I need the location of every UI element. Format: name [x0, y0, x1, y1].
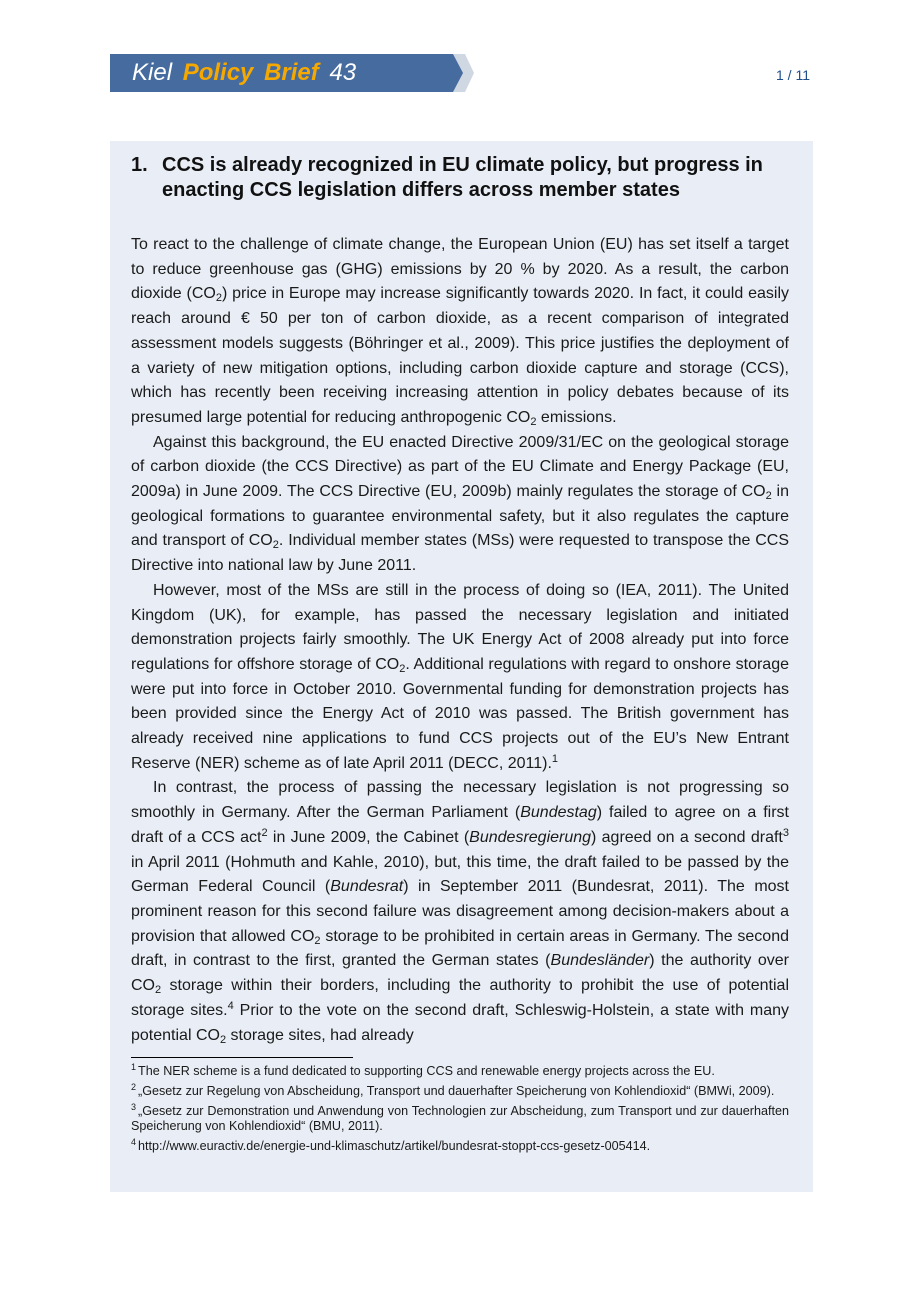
- footnote-ref-2[interactable]: 2: [261, 826, 268, 839]
- brand-title: [132, 58, 360, 88]
- subscript-2: 2: [215, 292, 222, 305]
- p4-part-l: storage sites, had already: [226, 1026, 414, 1044]
- paragraph-3: [131, 579, 789, 777]
- subscript-2: 2: [765, 490, 772, 503]
- footnote-text: „Gesetz zur Regelung von Abscheidung, Transport und dauerhafter Speicherung von Kohlendioxid“ (BMWi, 2009).: [138, 1084, 775, 1099]
- footnote-1: [131, 1064, 789, 1079]
- footnote-ref-3[interactable]: 3: [782, 826, 789, 839]
- section-number: 1.: [131, 154, 148, 176]
- p4-part-e: in April 2011 (Hohmuth and Kahle, 2010), but, this time, the draft failed to be passed by the German Federal Council (: [131, 853, 789, 896]
- paragraph-2: [131, 431, 789, 579]
- footnote-mark: 4: [131, 1137, 137, 1148]
- term-bundesrat: Bundesrat: [330, 878, 404, 896]
- p1-part-b: ) price in Europe may increase significantly towards 2020. In fact, it could easily reach around € 50 per ton of carbon dioxide, as a recent comparison of integrated assessment models suggests (Böhringer et al., 2009). This price justifies the deployment of a variety of new mitigation options, including carbon dioxide capture and storage (CCS), which has recently been receiving increasing attention in policy debates because of its presumed large potential for reducing anthropogenic CO: [131, 285, 789, 426]
- footnote-4: [131, 1139, 789, 1154]
- p4-part-g: storage to be prohibited in certain areas in Germany. The second draft, in contrast to the first, granted the German states (: [131, 927, 790, 970]
- p4-part-h: ) the authority over CO: [131, 952, 789, 995]
- footnote-3: [131, 1104, 789, 1134]
- p4-part-d: ) agreed on a second draft: [591, 828, 783, 846]
- term-bundesregierung: Bundesregierung: [469, 828, 592, 846]
- p2-part-a: Against this background, the EU enacted Directive 2009/31/EC on the geological storage of carbon dioxide (the CCS Directive) as part of the EU Climate and Energy Package (EU, 2009a) in June 2009. The CCS Directive (EU, 2009b) mainly regulates the storage of CO: [131, 433, 789, 501]
- footnote-ref-1[interactable]: 1: [551, 752, 559, 765]
- footnote-2: [131, 1084, 789, 1099]
- footnote-mark: 3: [131, 1102, 137, 1113]
- p2-part-b: in geological formations to guarantee environmental safety, but it also regulates the capture and transport of CO: [131, 483, 789, 550]
- footnote-text: The NER scheme is a fund dedicated to supporting CCS and renewable energy projects across the EU.: [138, 1064, 715, 1079]
- paragraph-4: [131, 776, 789, 1048]
- footnote-link[interactable]: http://www.euractiv.de/energie-und-klimaschutz/artikel/bundesrat-stoppt-ccs-gesetz-005414.: [138, 1139, 651, 1154]
- subscript-2: 2: [219, 1033, 227, 1046]
- section-title: CCS is already recognized in EU climate policy, but progress in enacting CCS legislation differs across member states: [162, 154, 763, 201]
- footnote-ref-4[interactable]: 4: [227, 999, 234, 1012]
- p4-part-c: in June 2009, the Cabinet (: [267, 828, 470, 846]
- p2-part-c: . Individual member states (MSs) were requested to transpose the CCS Directive into national law by June 2011.: [131, 532, 790, 575]
- p4-part-b: ) failed to agree on a first draft of a CCS act: [131, 804, 789, 846]
- footnote-mark: 2: [131, 1082, 137, 1093]
- footnote-mark: 1: [131, 1062, 137, 1073]
- brand-policy: Policy: [182, 59, 254, 86]
- subscript-2: 2: [155, 984, 162, 997]
- paragraph-1: [131, 233, 789, 431]
- footnotes: [131, 1064, 789, 1154]
- header-banner: [110, 54, 474, 92]
- subscript-2: 2: [530, 415, 537, 428]
- brand-number: 43: [329, 59, 357, 86]
- footnote-text: „Gesetz zur Demonstration und Anwendung von Technologien zur Abscheidung, zum Transport und zur dauerhaften Speicherung von Kohlendioxid“ (BMU, 2011).: [131, 1104, 789, 1134]
- body-text: [131, 233, 789, 1048]
- brand-brief: Brief: [264, 59, 319, 86]
- term-bundestag: Bundestag: [520, 804, 597, 822]
- p4-part-a: In contrast, the process of passing the necessary legislation is not progressing so smoothly in Germany. After the German Parliament (: [131, 779, 789, 822]
- p4-part-k: Prior to the vote on the second draft, Schleswig-Holstein, a state with many potential CO: [131, 1001, 790, 1044]
- p3-part-a: However, most of the MSs are still in the process of doing so (IEA, 2011). The United Kingdom (UK), for example, has passed the necessary legislation and initiated demonstration projects fairly smoothly. The UK Energy Act of 2008 already put into force regulations for offshore storage of CO: [131, 581, 789, 673]
- subscript-2: 2: [399, 662, 406, 675]
- subscript-2: 2: [314, 934, 321, 947]
- p1-part-a: To react to the challenge of climate change, the European Union (EU) has set itself a target to reduce greenhouse gas (GHG) emissions by 20 % by 2020. As a result, the carbon dioxide (CO: [131, 236, 789, 303]
- section-heading: [131, 153, 789, 202]
- p4-part-f: ) in September 2011 (Bundesrat, 2011). The most prominent reason for this second failure was disagreement among decision-makers about a provision that allowed CO: [131, 878, 789, 945]
- p4-part-j: storage within their borders, including the authority to prohibit the use of potential storage sites.: [131, 977, 789, 1019]
- p3-part-b: . Additional regulations with regard to onshore storage were put into force in October 2010. Governmental funding for demonstration projects has been provided since the Energy Act of 2010 was passed. The British government has already received nine applications to fund CCS projects out of the EU’s New Entrant Reserve (NER) scheme as of late April 2011 (DECC, 2011).: [131, 655, 790, 772]
- footnote-divider: [131, 1057, 353, 1058]
- term-bundeslaender: Bundesländer: [550, 952, 650, 970]
- p1-part-c: emissions.: [536, 408, 617, 426]
- subscript-2: 2: [272, 539, 279, 552]
- brand-kiel: Kiel: [132, 59, 173, 86]
- page-indicator: 1 / 11: [776, 67, 810, 83]
- content-box: [110, 141, 813, 1192]
